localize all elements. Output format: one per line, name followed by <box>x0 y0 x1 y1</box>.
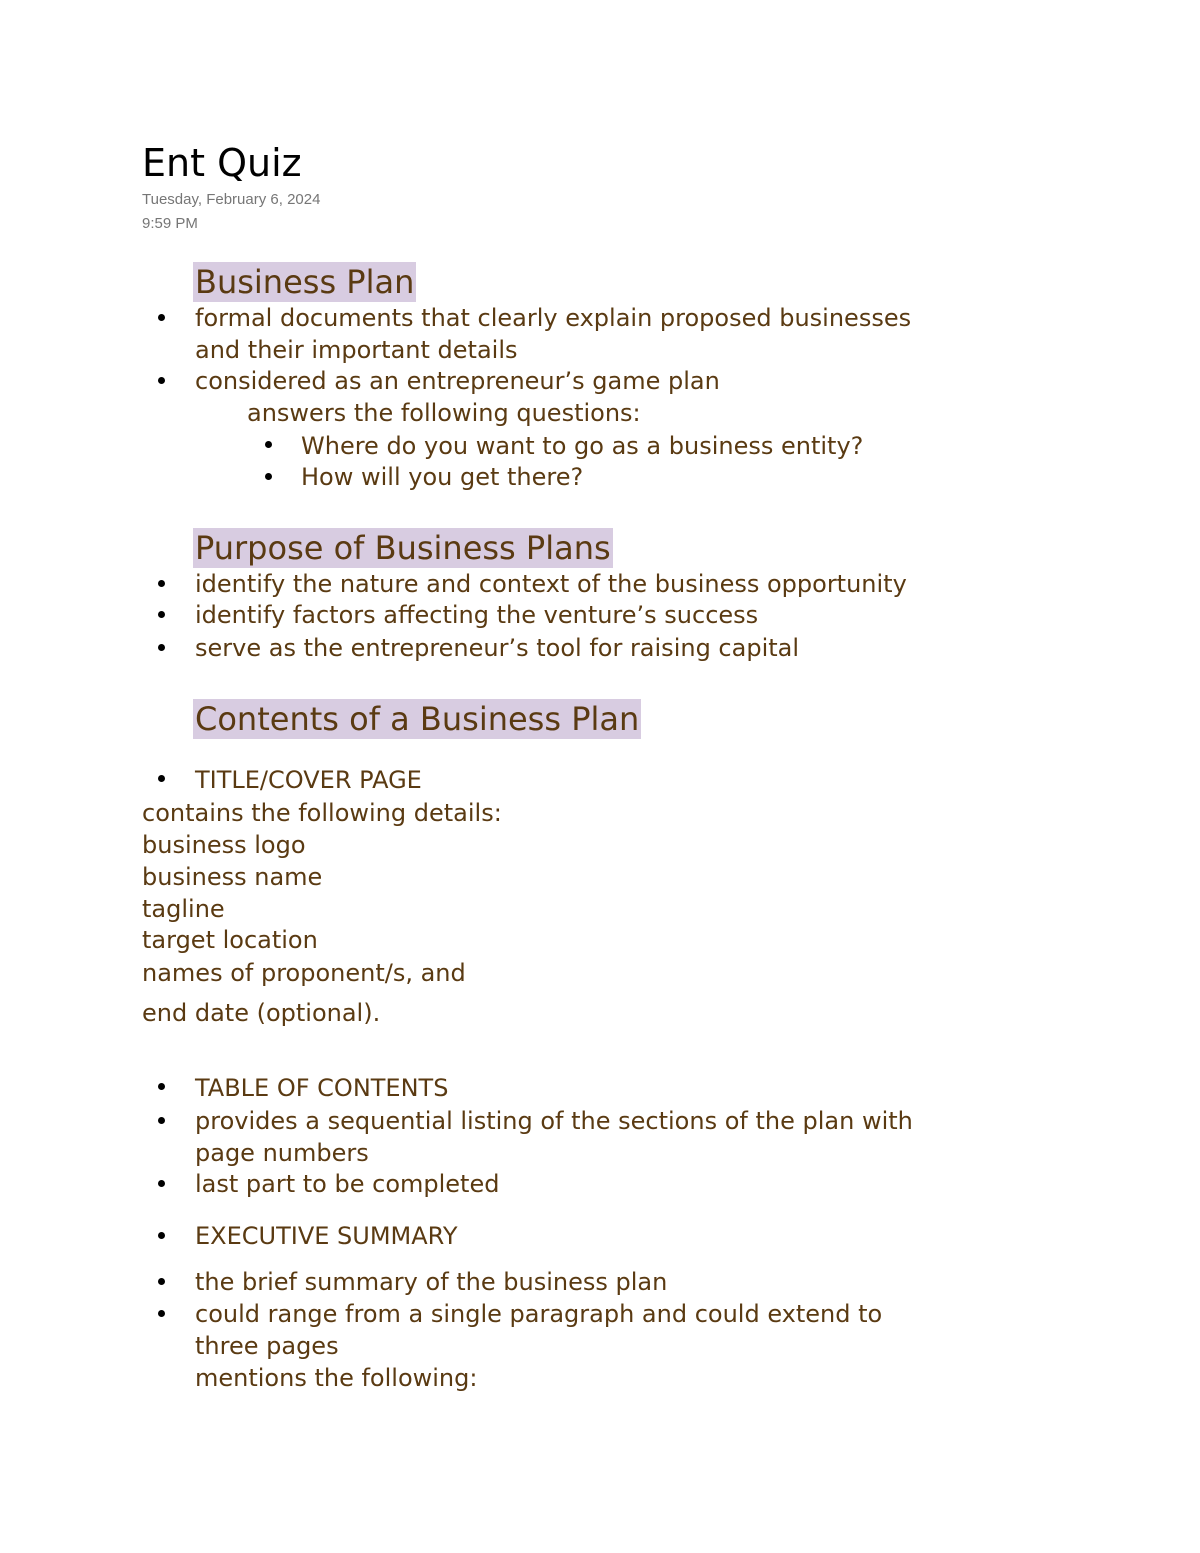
purpose-item-3: serve as the entrepreneur’s tool for raising capital <box>195 634 800 662</box>
bullet-dot <box>158 314 165 321</box>
bullet-dot <box>158 1278 165 1285</box>
cover-detail-line: business logo <box>142 831 306 859</box>
heading-purpose: Purpose of Business Plans <box>195 529 611 567</box>
cover-page-title: TITLE/COVER PAGE <box>195 766 422 794</box>
bp-questions-intro: answers the following questions: <box>247 399 641 427</box>
cover-detail-line: end date (optional). <box>142 999 381 1027</box>
bullet-dot <box>158 775 165 782</box>
purpose-item-1: identify the nature and context of the business opportunity <box>195 570 907 598</box>
toc-title: TABLE OF CONTENTS <box>195 1074 449 1102</box>
cover-detail-line: target location <box>142 926 318 954</box>
exec-title: EXECUTIVE SUMMARY <box>195 1222 458 1250</box>
bp-question-2: How will you get there? <box>301 463 584 491</box>
bullet-dot <box>158 1232 165 1239</box>
toc-item-1-line-2: page numbers <box>195 1139 369 1167</box>
bp-question-1: Where do you want to go as a business entity? <box>301 432 864 460</box>
cover-detail-line: names of proponent/s, and <box>142 959 466 987</box>
purpose-item-2: identify factors affecting the venture’s success <box>195 601 759 629</box>
bp-item-2: considered as an entrepreneur’s game plan <box>195 367 720 395</box>
toc-item-1-line-1: provides a sequential listing of the sections of the plan with <box>195 1107 913 1135</box>
cover-detail-line: contains the following details: <box>142 799 502 827</box>
bullet-dot <box>158 1180 165 1187</box>
page-date: Tuesday, February 6, 2024 <box>142 191 321 208</box>
exec-item-2-line-1: could range from a single paragraph and could extend to <box>195 1300 883 1328</box>
exec-item-1: the brief summary of the business plan <box>195 1268 668 1296</box>
toc-item-2: last part to be completed <box>195 1170 500 1198</box>
bullet-dot <box>158 1310 165 1317</box>
bullet-dot <box>158 611 165 618</box>
bullet-dot <box>265 473 272 480</box>
bullet-dot <box>265 441 272 448</box>
bullet-dot <box>158 377 165 384</box>
heading-business-plan: Business Plan <box>195 263 415 301</box>
bullet-dot <box>158 644 165 651</box>
heading-contents: Contents of a Business Plan <box>195 700 640 738</box>
exec-intro: mentions the following: <box>195 1364 478 1392</box>
bullet-dot <box>158 1083 165 1090</box>
page-title: Ent Quiz <box>142 141 302 185</box>
bp-item-1-line-1: formal documents that clearly explain proposed businesses <box>195 304 912 332</box>
cover-detail-line: business name <box>142 863 323 891</box>
exec-item-2-line-2: three pages <box>195 1332 339 1360</box>
page-time: 9:59 PM <box>142 215 198 232</box>
bullet-dot <box>158 1117 165 1124</box>
bullet-dot <box>158 580 165 587</box>
bp-item-1-line-2: and their important details <box>195 336 518 364</box>
cover-detail-line: tagline <box>142 895 225 923</box>
